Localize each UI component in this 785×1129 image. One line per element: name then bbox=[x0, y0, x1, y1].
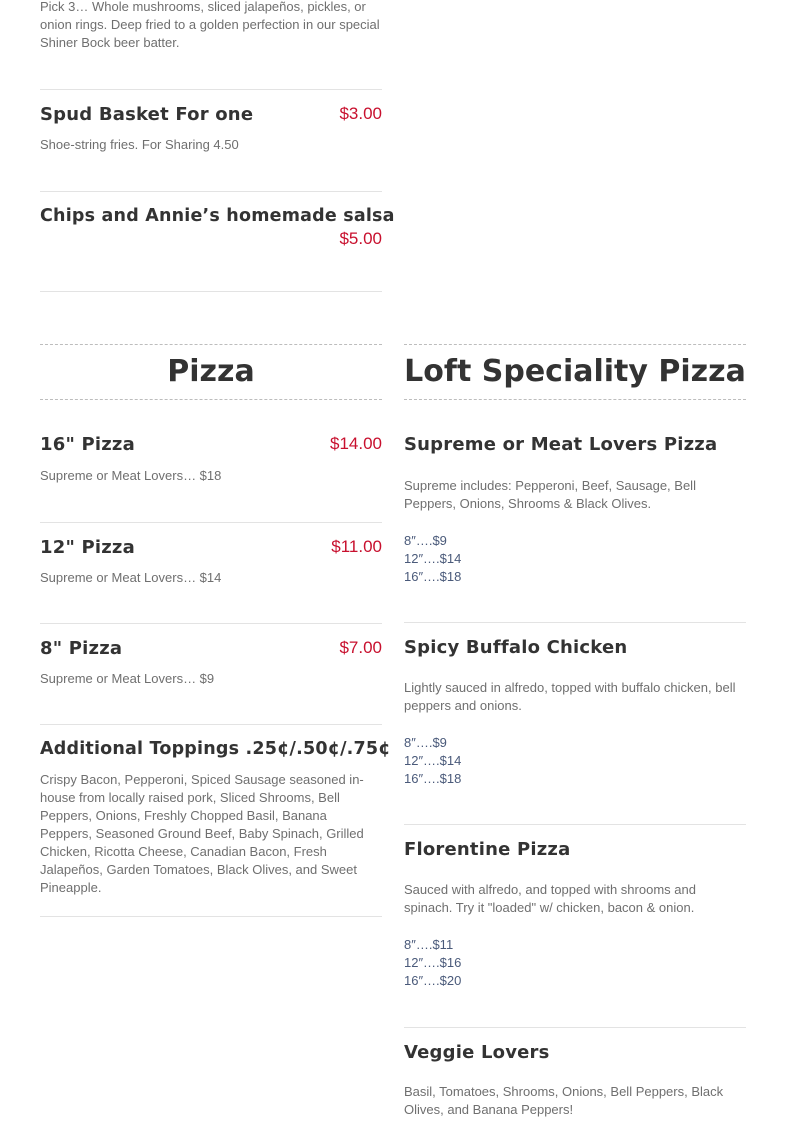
item-description: Supreme or Meat Lovers… $14 bbox=[40, 570, 222, 585]
item-description: Sauced with alfredo, and topped with shrooms and spinach. Try it "loaded" w/ chicken, bacon & onion. bbox=[404, 882, 696, 915]
size-price-list bbox=[404, 734, 461, 788]
size-price-8: 8″….$9 bbox=[404, 735, 447, 750]
item-description: Supreme or Meat Lovers… $18 bbox=[40, 468, 222, 483]
menu-item-spud-basket bbox=[40, 90, 382, 192]
item-price: $11.00 bbox=[331, 537, 382, 556]
menu-item-16-pizza bbox=[40, 420, 382, 523]
item-title: Spicy Buffalo Chicken bbox=[404, 637, 628, 658]
size-price-list bbox=[404, 532, 461, 586]
size-price-12: 12″….$16 bbox=[404, 955, 462, 970]
section-header-loft-speciality: Loft Speciality Pizza bbox=[404, 344, 746, 400]
item-title: Spud Basket For one bbox=[40, 104, 254, 125]
size-price-12: 12″….$14 bbox=[404, 551, 462, 566]
item-description: Lightly sauced in alfredo, topped with buffalo chicken, bell peppers and onions. bbox=[404, 680, 736, 713]
item-description: Supreme includes: Pepperoni, Beef, Sausage, Bell Peppers, Onions, Shrooms & Black Olives. bbox=[404, 478, 696, 511]
size-price-16: 16″….$18 bbox=[404, 569, 462, 584]
item-description: Pick 3… Whole mushrooms, sliced jalapeños, pickles, or onion rings. Deep fried to a golden perfection in our special Shiner Bock beer batter. bbox=[40, 0, 380, 50]
item-price: $3.00 bbox=[339, 104, 382, 123]
item-title: 8" Pizza bbox=[40, 638, 123, 659]
menu-item-chips-salsa bbox=[40, 192, 395, 292]
size-price-16: 16″….$18 bbox=[404, 771, 462, 786]
item-title: Chips and Annie’s homemade salsa bbox=[40, 206, 395, 226]
size-price-8: 8″….$9 bbox=[404, 533, 447, 548]
menu-item-fried-basket bbox=[40, 0, 382, 90]
menu-item-12-pizza bbox=[40, 523, 382, 624]
item-title: Florentine Pizza bbox=[404, 839, 571, 860]
item-title: Veggie Lovers bbox=[404, 1042, 550, 1063]
menu-item-spicy-buffalo-chicken bbox=[404, 623, 746, 825]
menu-item-veggie-lovers bbox=[404, 1028, 746, 1128]
menu-item-8-pizza bbox=[40, 624, 382, 725]
menu-item-additional-toppings bbox=[40, 725, 391, 917]
item-title: 16" Pizza bbox=[40, 434, 135, 455]
item-price: $7.00 bbox=[339, 638, 382, 657]
item-description: Crispy Bacon, Pepperoni, Spiced Sausage seasoned in-house from locally raised pork, Sliced Shrooms, Bell Peppers, Onions, Freshly Chopped Basil, Banana Peppers, Seasoned Ground Beef, Baby Spinach, Grilled Chicken, Ricotta Cheese, Canadian Bacon, Fresh Jalapeños, Garden Tomatoes, Black Olives, and Sweet Pineapple. bbox=[40, 772, 364, 895]
size-price-16: 16″….$20 bbox=[404, 973, 462, 988]
section-header-pizza: Pizza bbox=[40, 344, 382, 400]
item-description: Supreme or Meat Lovers… $9 bbox=[40, 671, 215, 686]
item-price: $14.00 bbox=[330, 434, 382, 453]
menu-item-supreme-meat-lovers bbox=[404, 420, 746, 623]
item-description: Basil, Tomatoes, Shrooms, Onions, Bell Peppers, Black Olives, and Banana Peppers! bbox=[404, 1084, 724, 1117]
size-price-8: 8″….$11 bbox=[404, 937, 454, 952]
item-title: Additional Toppings .25¢/.50¢/.75¢ bbox=[40, 739, 391, 759]
item-description: Shoe-string fries. For Sharing 4.50 bbox=[40, 137, 239, 152]
item-price: $5.00 bbox=[339, 229, 382, 248]
item-title: 12" Pizza bbox=[40, 537, 135, 558]
menu-item-florentine-pizza bbox=[404, 825, 746, 1028]
size-price-12: 12″….$14 bbox=[404, 753, 462, 768]
item-title: Supreme or Meat Lovers Pizza bbox=[404, 434, 718, 455]
size-price-list bbox=[404, 936, 461, 990]
